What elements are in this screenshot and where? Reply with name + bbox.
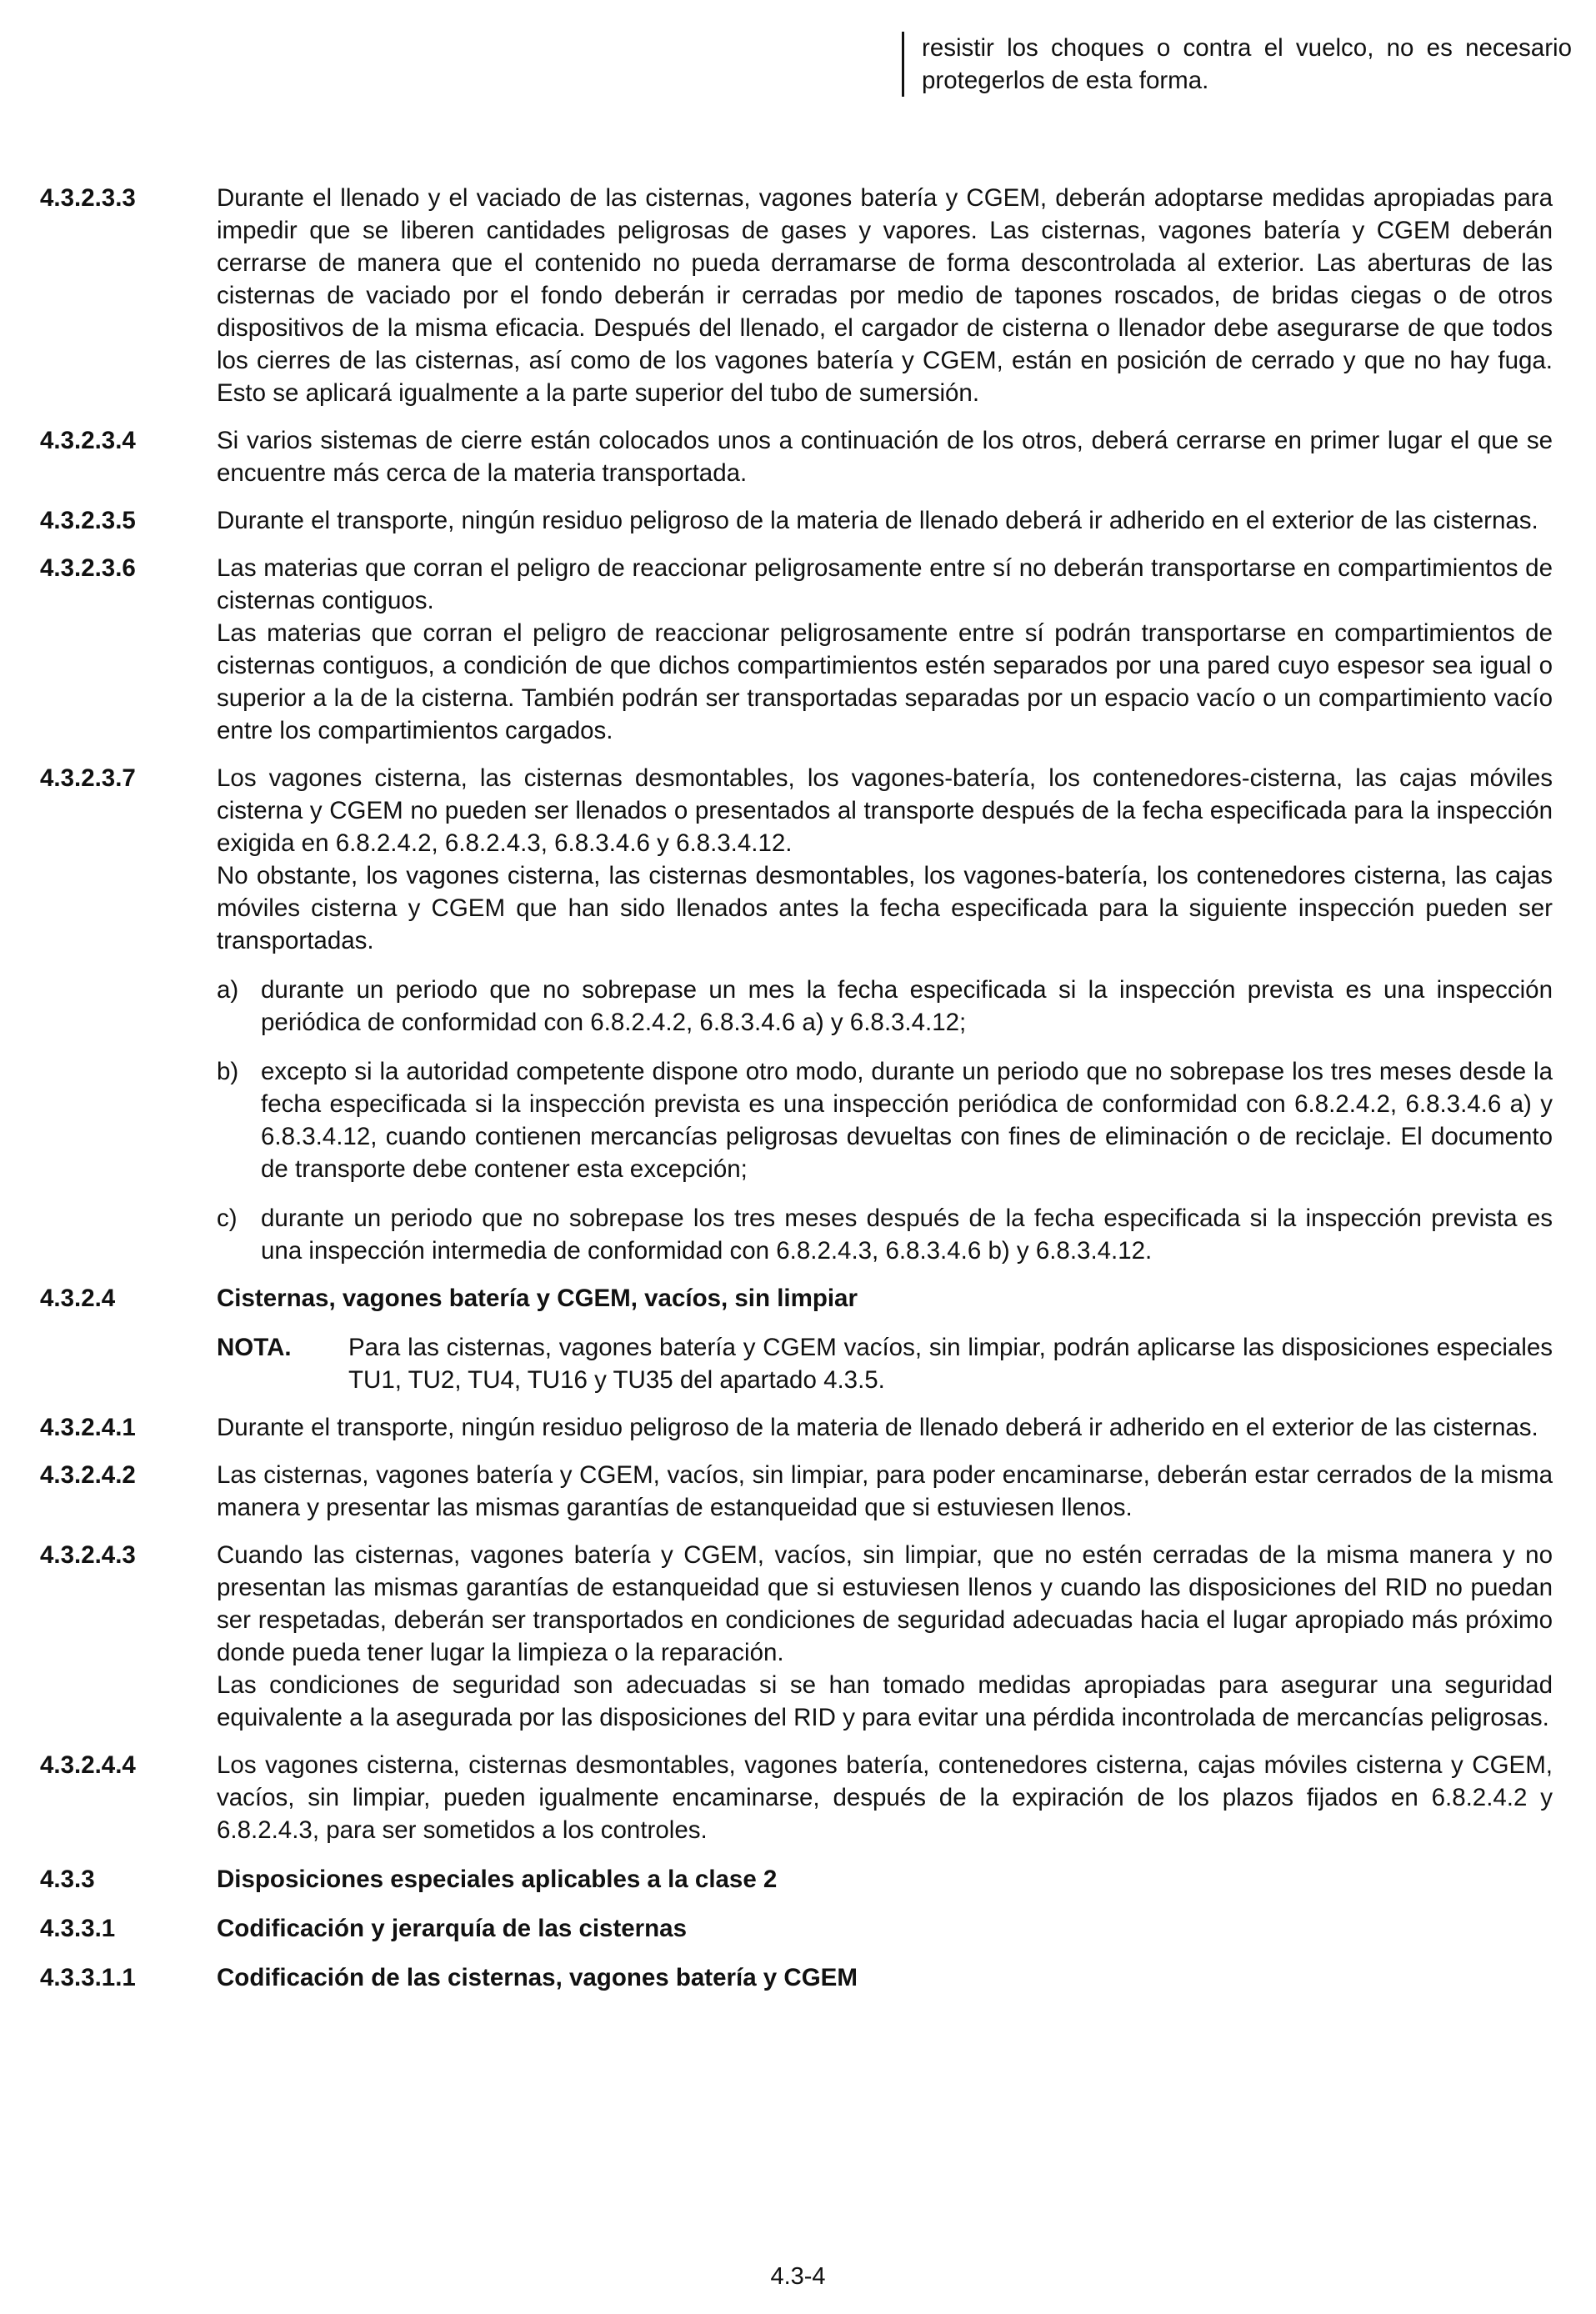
page-number: 4.3-4 <box>770 2263 826 2290</box>
section-paragraph: Las materias que corran el peligro de reaccionar peligrosamente entre sí podrán transportarse en compartimientos de cisternas contiguos, a condición de que dichos compartimientos estén separados por una pared cuyo espesor sea igual o superior a la de la cisterna. También podrán ser transportadas separadas por un espacio vacío o un compartimiento vacío entre los compartimientos cargados. <box>217 619 1553 744</box>
section-4-3-3-1 <box>40 1912 1553 1945</box>
section-4-3-2-3-3 <box>40 182 1553 409</box>
section-4-3-2-3-7 <box>40 762 1553 1267</box>
section-paragraph: Durante el transporte, ningún residuo peligroso de la materia de llenado deberá ir adherido en el exterior de las cisternas. <box>217 507 1538 534</box>
section-4-3-3-1-1 <box>40 1961 1553 1994</box>
note-label: NOTA. <box>217 1334 292 1361</box>
section-number: 4.3.2.3.6 <box>40 554 136 582</box>
section-heading: Cisternas, vagones batería y CGEM, vacíos, sin limpiar <box>217 1285 858 1312</box>
note <box>217 1331 1553 1396</box>
list-item-c <box>217 1202 1553 1267</box>
section-4-3-2-4-note <box>40 1331 1553 1396</box>
section-number: 4.3.3.1 <box>40 1915 116 1942</box>
list-label: a) <box>217 976 239 1004</box>
section-4-3-2-4-2 <box>40 1459 1553 1524</box>
section-number: 4.3.3.1.1 <box>40 1964 136 1991</box>
list-item-a <box>217 974 1553 1039</box>
section-number: 4.3.2.3.5 <box>40 507 136 534</box>
section-number: 4.3.2.4 <box>40 1285 116 1312</box>
note-text: Para las cisternas, vagones batería y CGEM vacíos, sin limpiar, podrán aplicarse las disposiciones especiales TU1, TU2, TU4, TU16 y TU35 del apartado 4.3.5. <box>348 1334 1553 1394</box>
section-number: 4.3.2.4.4 <box>40 1751 136 1779</box>
section-4-3-2-3-5 <box>40 504 1553 537</box>
section-paragraph: Si varios sistemas de cierre están colocados unos a continuación de los otros, deberá cerrarse en primer lugar el que se encuentre más cerca de la materia transportada. <box>217 427 1553 487</box>
main-content <box>40 182 1553 1994</box>
section-4-3-2-3-6 <box>40 552 1553 747</box>
list-item-b <box>217 1055 1553 1185</box>
section-number: 4.3.2.3.7 <box>40 764 136 792</box>
section-4-3-2-4 <box>40 1282 1553 1315</box>
section-heading: Codificación de las cisternas, vagones batería y CGEM <box>217 1964 858 1991</box>
list-text: excepto si la autoridad competente dispone otro modo, durante un periodo que no sobrepase los tres meses desde la fecha especificada si la inspección prevista es una inspección periódica de conformidad con 6.8.2.4.2, 6.8.3.4.6 a) y 6.8.3.4.12, cuando contienen mercancías peligrosas devueltas con fines de eliminación o de reciclaje. El documento de transporte debe contener esta excepción; <box>261 1058 1553 1183</box>
section-heading: Disposiciones especiales aplicables a la clase 2 <box>217 1866 778 1893</box>
section-number: 4.3.2.4.1 <box>40 1414 136 1441</box>
section-4-3-3 <box>40 1863 1553 1896</box>
continuation-box <box>902 32 1572 97</box>
section-4-3-2-3-4 <box>40 424 1553 489</box>
continuation-text: resistir los choques o contra el vuelco, no es necesario protegerlos de esta forma. <box>922 34 1572 94</box>
section-paragraph: Los vagones cisterna, las cisternas desmontables, los vagones-batería, los contenedores-cisterna, las cajas móviles cisterna y CGEM no pueden ser llenados o presentados al transporte después de la fecha especificada para la inspección exigida en 6.8.2.4.2, 6.8.2.4.3, 6.8.3.4.6 y 6.8.3.4.12. <box>217 764 1553 857</box>
section-paragraph: No obstante, los vagones cisterna, las cisternas desmontables, los vagones-batería, los contenedores cisterna, las cajas móviles cisterna y CGEM que han sido llenados antes la fecha especificada para la siguiente inspección pueden ser transportadas. <box>217 862 1553 954</box>
section-paragraph: Las condiciones de seguridad son adecuadas si se han tomado medidas apropiadas para asegurar una seguridad equivalente a la asegurada por las disposiciones del RID y para evitar una pérdida incontrolada de mercancías peligrosas. <box>217 1671 1553 1731</box>
section-4-3-2-4-4 <box>40 1749 1553 1846</box>
list-text: durante un periodo que no sobrepase un mes la fecha especificada si la inspección prevista es una inspección periódica de conformidad con 6.8.2.4.2, 6.8.3.4.6 a) y 6.8.3.4.12; <box>261 976 1553 1036</box>
section-paragraph: Durante el transporte, ningún residuo peligroso de la materia de llenado deberá ir adherido en el exterior de las cisternas. <box>217 1414 1538 1441</box>
section-4-3-2-4-1 <box>40 1411 1553 1444</box>
section-number: 4.3.3 <box>40 1866 95 1893</box>
section-paragraph: Las cisternas, vagones batería y CGEM, vacíos, sin limpiar, para poder encaminarse, deberán estar cerrados de la misma manera y presentar las mismas garantías de estanqueidad que si estuviesen llenos. <box>217 1461 1553 1521</box>
section-paragraph: Cuando las cisternas, vagones batería y CGEM, vacíos, sin limpiar, que no estén cerradas de la misma manera y no presentan las mismas garantías de estanqueidad que si estuviesen llenos y cuando las disposiciones del RID no puedan ser respetadas, deberán ser transportados en condiciones de seguridad adecuadas hacia el lugar apropiado más próximo donde pueda tener lugar la limpieza o la reparación. <box>217 1541 1553 1666</box>
list-label: b) <box>217 1058 239 1085</box>
list-label: c) <box>217 1205 238 1232</box>
section-4-3-2-4-3 <box>40 1539 1553 1734</box>
section-number: 4.3.2.3.3 <box>40 184 136 212</box>
section-heading: Codificación y jerarquía de las cisternas <box>217 1915 688 1942</box>
section-paragraph: Los vagones cisterna, cisternas desmontables, vagones batería, contenedores cisterna, cajas móviles cisterna y CGEM, vacíos, sin limpiar, pueden igualmente encaminarse, después de la expiración de los plazos fijados en 6.8.2.4.2 y 6.8.2.4.3, para ser sometidos a los controles. <box>217 1751 1553 1844</box>
section-paragraph: Las materias que corran el peligro de reaccionar peligrosamente entre sí no deberán transportarse en compartimientos de cisternas contiguos. <box>217 554 1553 614</box>
section-paragraph: Durante el llenado y el vaciado de las cisternas, vagones batería y CGEM, deberán adoptarse medidas apropiadas para impedir que se liberen cantidades peligrosas de gases y vapores. Las cisternas, vagones batería y CGEM deberán cerrarse de manera que el contenido no pueda derramarse de forma descontrolada al exterior. Las aberturas de las cisternas de vaciado por el fondo deberán ir cerradas por medio de tapones roscados, de bridas ciegas o de otros dispositivos de la misma eficacia. Después del llenado, el cargador de cisterna o llenador debe asegurarse de que todos los cierres de las cisternas, así como de los vagones batería y CGEM, están en posición de cerrado y que no hay fuga. Esto se aplicará igualmente a la parte superior del tubo de sumersión. <box>217 184 1553 407</box>
list-text: durante un periodo que no sobrepase los tres meses después de la fecha especificada si la inspección prevista es una inspección intermedia de conformidad con 6.8.2.4.3, 6.8.3.4.6 b) y 6.8.3.4.12. <box>261 1205 1553 1265</box>
section-number: 4.3.2.3.4 <box>40 427 136 454</box>
section-number: 4.3.2.4.2 <box>40 1461 136 1489</box>
section-number: 4.3.2.4.3 <box>40 1541 136 1569</box>
